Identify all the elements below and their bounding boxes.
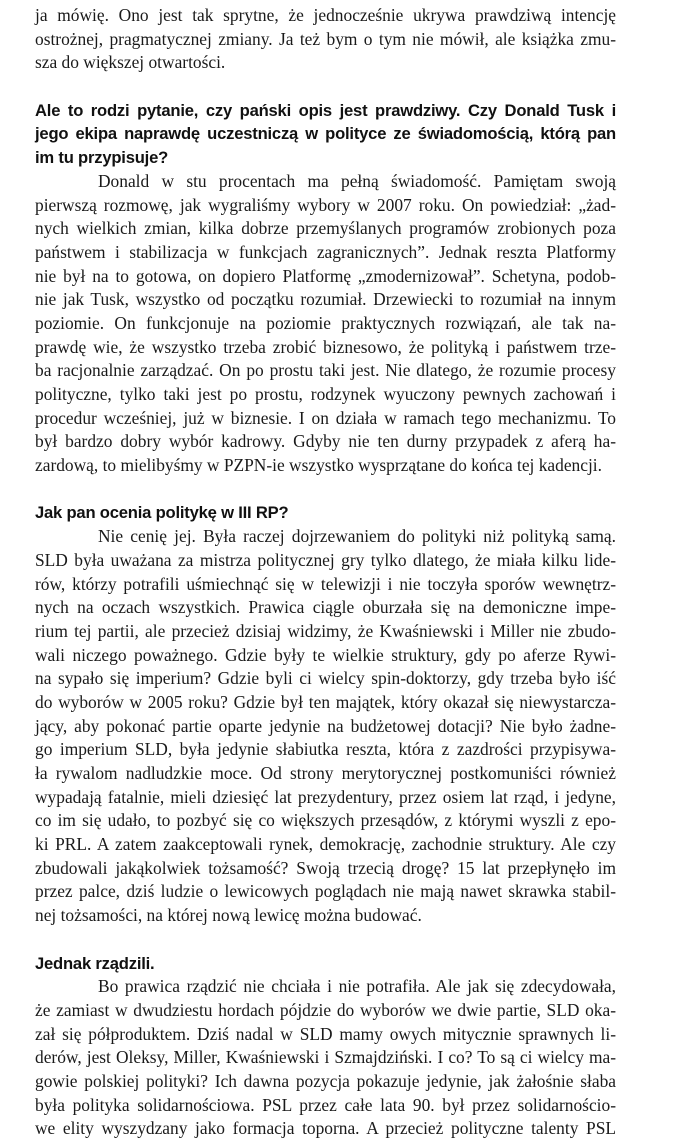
text-line: sza do większej otwartości. bbox=[35, 52, 226, 73]
text-line: SLD była uważana za mistrza politycznej gry tylko dlatego, że miała kilku lide- bbox=[35, 549, 616, 570]
text-line: wali niczego poważnego. Gdzie były te wielkie struktury, gdy po aferze Rywi- bbox=[35, 644, 616, 665]
question-line: Jednak rządzili. bbox=[35, 953, 155, 973]
text-line: we elity wyszydzany jako formacja toporna. A przecież polityczne talenty PSL bbox=[35, 1118, 616, 1139]
text-line: procedur wcześniej, już w biznesie. I on działa w ramach tego mechanizmu. To bbox=[35, 407, 616, 428]
paragraph-gap bbox=[35, 75, 616, 99]
text-line: nie jak Tusk, wszystko od początku rozumiał. Drzewiecki to rozumiał na innym bbox=[35, 289, 616, 310]
text-line: ba racjonalnie zarządzać. On po prostu taki jest. Nie dlatego, że rozumie procesy bbox=[35, 360, 616, 381]
text-line: Nie cenię jej. Była raczej dojrzewaniem do polityki niż polityką samą. bbox=[98, 526, 616, 547]
text-line: wypadają fatalnie, mieli dziesięć lat prezydentury, przez osiem lat rząd, i jedyne, bbox=[35, 786, 616, 807]
text-line: jący, aby pokonać partie oparte jedynie na budżetowej dotacji? Nie było żadne- bbox=[35, 715, 616, 736]
interview-question bbox=[35, 99, 616, 170]
text-line: rów, którzy potrafili uśmiechnąć się w telewizji i nie toczyła sporów wewnętrz- bbox=[35, 573, 616, 594]
text-line: co im się udało, to pozbyć się co większych przesądów, z którymi wyszli z epo- bbox=[35, 810, 616, 831]
text-line: Bo prawica rządzić nie chciała i nie potrafiła. Ale jak się zdecydowała, bbox=[98, 976, 616, 997]
text-line: nych na oczach wszystkich. Prawica ciągle oburzała się na demoniczne impe- bbox=[35, 597, 616, 618]
text-line: polityczne, tylko taki jest po prostu, rodzynek wyuczony pewnych zachowań i bbox=[35, 384, 616, 404]
text-line: Donald w stu procentach ma pełną świadomość. Pamiętam swoją bbox=[98, 170, 616, 191]
text-line: ja mówię. Ono jest tak sprytne, że jednocześnie ukrywa prawdziwą intencję bbox=[35, 5, 616, 25]
text-line: zał się półproduktem. Dziś nadal w SLD mamy owych mitycznie sprawnych li- bbox=[35, 1023, 616, 1044]
answer-paragraph bbox=[35, 975, 616, 1141]
text-line: zardową, to mielibyśmy w PZPN-ie wszystko wysprzątane do końca tej kadencji. bbox=[35, 455, 602, 476]
question-line: Ale to rodzi pytanie, czy pański opis jest prawdziwy. Czy Donald Tusk i bbox=[35, 100, 616, 120]
answer-paragraph bbox=[35, 4, 616, 75]
text-line: go imperium SLD, była jedynie słabiutka reszta, która z zazdrości przypisywa- bbox=[35, 739, 616, 760]
text-line: przez palce, dziś ludzie o lewicowych poglądach nie mają nawet skrawka stabil- bbox=[35, 881, 616, 902]
question-line: im tu przypisuje? bbox=[35, 148, 169, 168]
answer-paragraph bbox=[35, 170, 616, 478]
document-page bbox=[35, 4, 616, 1141]
text-line: ostrożnej, pragmatycznej zmiany. Ja też bym o tym nie mówił, ale książka zmu- bbox=[35, 28, 616, 49]
text-line: nych wielkich zmian, kilka dobrze przemyślanych programów zrobionych poza bbox=[35, 218, 616, 239]
interview-question bbox=[35, 952, 616, 976]
text-line: na sypało się imperium? Gdzie byli ci wielcy spin-doktorzy, gdy trzeba było iść bbox=[35, 668, 616, 689]
text-line: ki PRL. A zatem zaakceptowali rynek, demokrację, zachodnie struktury. Ale czy bbox=[35, 834, 616, 855]
question-line: Jak pan ocenia politykę w III RP? bbox=[35, 503, 289, 523]
paragraph-gap bbox=[35, 928, 616, 952]
text-line: nie był na to gotowa, on dopiero Platformę „zmodernizował”. Schetyna, podob- bbox=[35, 265, 616, 286]
text-line: zbudowali jakąkolwiek tożsamość? Swoją trzecią drogę? 15 lat przepłynęło im bbox=[35, 857, 616, 878]
text-line: państwem i stabilizacja w funkcjach zagranicznych”. Jednak reszta Platformy bbox=[35, 241, 616, 262]
text-line: była polityka solidarnościowa. PSL przez całe lata 90. był przez solidarnościo- bbox=[35, 1094, 616, 1115]
paragraph-gap bbox=[35, 478, 616, 502]
text-line: poziomie. On funkcjonuje na poziomie praktycznych rozwiązań, ale tak na- bbox=[35, 312, 616, 333]
text-line: derów, jest Oleksy, Miller, Kwaśniewski i Szmajdziński. I co? To są ci wielcy ma- bbox=[35, 1047, 616, 1068]
answer-paragraph bbox=[35, 525, 616, 928]
text-line: gowie polskiej polityki? Ich dawna pozycja pokazuje jedynie, jak żałośnie słaba bbox=[35, 1070, 616, 1091]
text-line: był bardzo dobry wybór kadrowy. Gdyby nie ten durny przypadek z aferą ha- bbox=[35, 431, 616, 452]
text-line: do wyborów w 2005 roku? Gdzie był ten majątek, który okazał się niewystarcza- bbox=[35, 691, 616, 712]
text-line: że zamiast w dwudziestu hordach pójdzie do wyborów we dwie partie, SLD oka- bbox=[35, 999, 616, 1020]
text-line: prawdę wie, że wszystko trzeba zrobić biznesowo, że polityką i państwem trze- bbox=[35, 336, 616, 357]
text-line: nej tożsamości, na której nową lewicę można budować. bbox=[35, 905, 422, 926]
text-line: rium tej partii, ale przecież dzisiaj widzimy, że Kwaśniewski i Miller nie zbudo- bbox=[35, 620, 616, 641]
interview-question bbox=[35, 501, 616, 525]
question-line: jego ekipa naprawdę uczestniczą w polityce ze świadomością, którą pan bbox=[35, 124, 616, 144]
text-line: pierwszą rozmowę, jak wygraliśmy wybory w 2007 roku. On powiedział: „żad- bbox=[35, 194, 616, 215]
text-line: ła rywalom nadludzkie moce. Od strony merytorycznej postkomuniści również bbox=[35, 763, 616, 783]
